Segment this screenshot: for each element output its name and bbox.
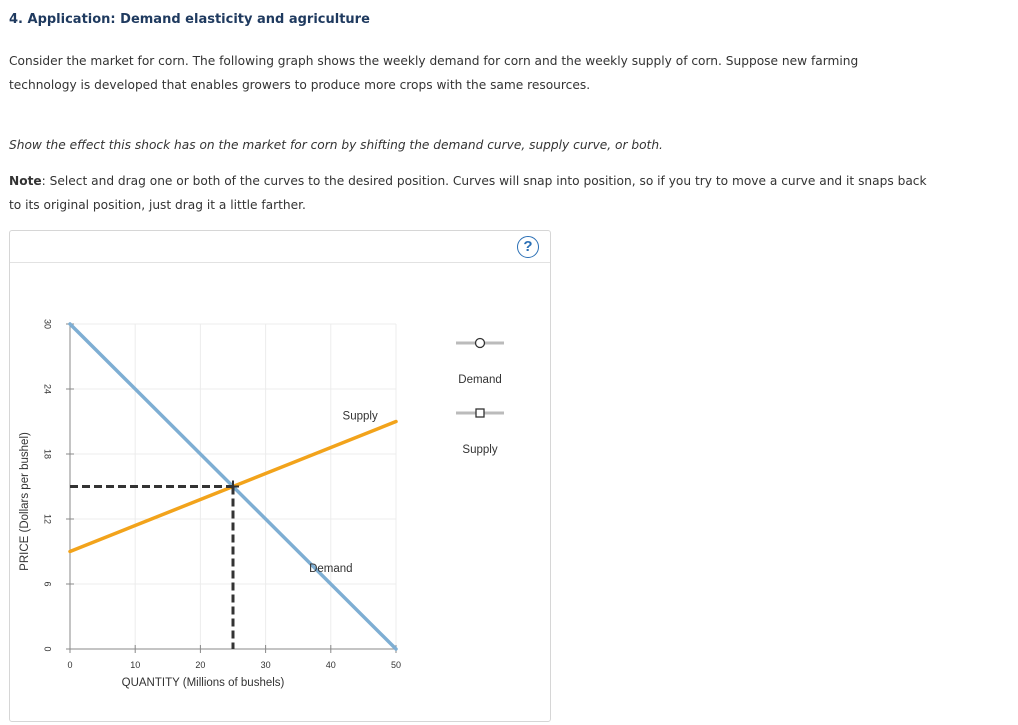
legend-demand-tool[interactable] xyxy=(456,339,504,387)
square-marker-icon[interactable] xyxy=(476,409,484,417)
note-paragraph xyxy=(9,169,934,217)
demand-curve-label: Demand xyxy=(309,563,353,576)
supply-demand-chart xyxy=(10,231,550,719)
question-paragraph: Consider the market for corn. The following graph shows the weekly demand for corn and the weekly supply of corn. Suppose new farming technology is developed that enables growers to produce more crops with the same resources. xyxy=(9,54,859,92)
instruction-text: Show the effect this shock has on the market for corn by shifting the demand curve, supply curve, or both. xyxy=(9,138,663,152)
note-text: : Select and drag one or both of the curves to the desired position. Curves will snap into position, so if you try to move a curve and it snaps back to its original position, just drag it a little farther. xyxy=(9,174,927,212)
legend-demand-label: Demand xyxy=(458,374,502,386)
x-tick-label: 50 xyxy=(390,660,402,670)
legend-supply-label: Supply xyxy=(462,444,498,456)
y-tick-label: 12 xyxy=(42,513,53,525)
x-tick-label: 40 xyxy=(325,660,336,670)
y-tick-label: 6 xyxy=(42,581,53,587)
help-button[interactable]: ? xyxy=(517,236,539,258)
graph-panel xyxy=(9,230,551,722)
y-axis-title: PRICE (Dollars per bushel) xyxy=(19,432,31,571)
circle-marker-icon[interactable] xyxy=(476,339,485,348)
y-tick-label: 30 xyxy=(42,318,53,330)
x-tick-label: 0 xyxy=(67,660,73,670)
y-tick-label: 0 xyxy=(42,646,53,652)
y-tick-label: 24 xyxy=(42,383,53,395)
legend-supply-tool[interactable] xyxy=(456,409,504,456)
supply-curve-label: Supply xyxy=(342,410,378,423)
x-axis-title: QUANTITY (Millions of bushels) xyxy=(121,677,285,689)
x-tick-label: 10 xyxy=(130,660,141,670)
x-tick-label: 30 xyxy=(260,660,271,670)
question-title: 4. Application: Demand elasticity and agriculture xyxy=(9,12,370,27)
x-tick-label: 20 xyxy=(195,660,206,670)
y-tick-label: 18 xyxy=(42,448,53,460)
note-label: Note xyxy=(9,174,42,188)
